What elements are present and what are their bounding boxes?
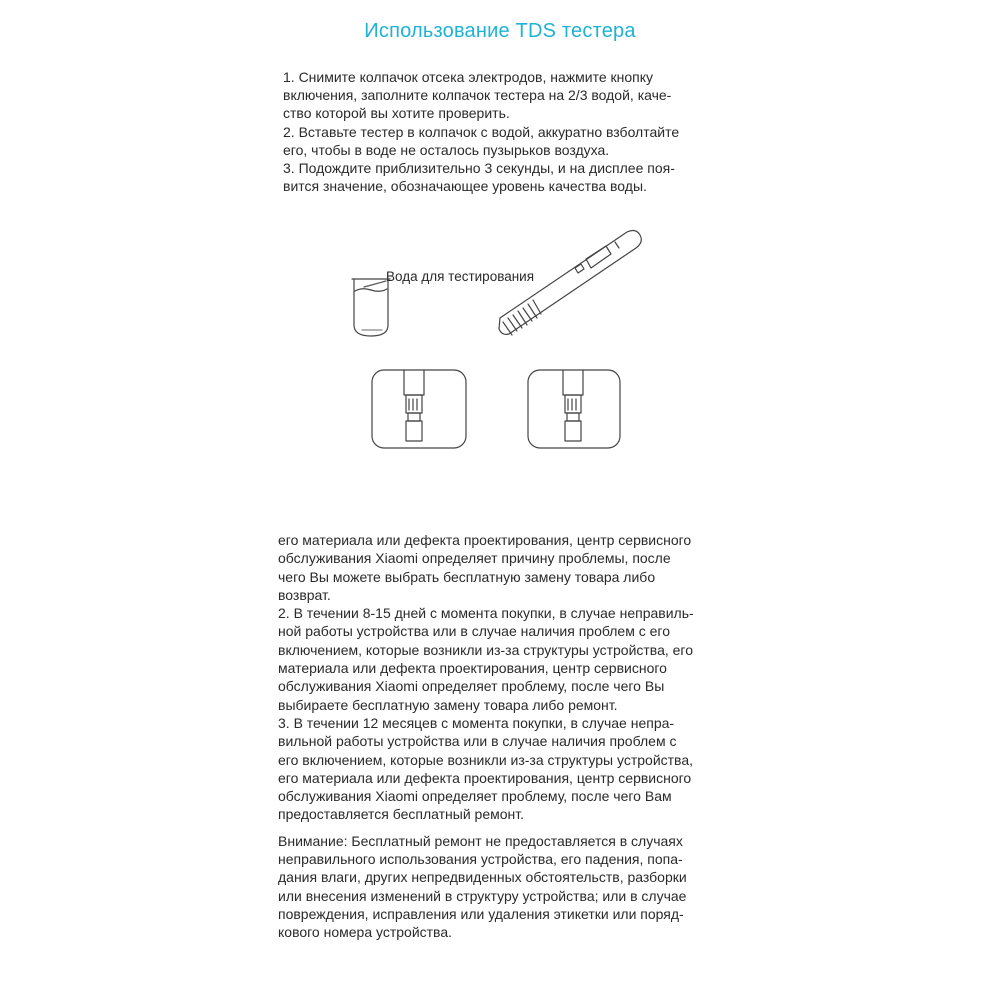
warranty-continuation: его материала или дефекта проектирования, центр сервисного обслуживания Xiaomi определяет причину проблемы, после чего Вы можете выбрать бесплатную замену товара либо возврат. [278,532,692,603]
water-cup-drawing [352,279,390,336]
tester-in-cup-inset-left [372,370,466,448]
tester-in-cup-inset-right [528,370,620,448]
water-cup-label: Вода для тестирования [386,269,535,284]
warranty-item-3: 3. В течении 12 месяцев с момента покупки, в случае непра- вильной работы устройства или в случае наличия проблем с его включением, которые возникли из-за структуры устройства, его материала или дефекта проектирования, центр сервисного обслуживания Xiaomi определяет проблему, после чего Вам предоставляется бесплатный ремонт. [278,714,694,823]
instruction-step-1: 1. Снимите колпачок отсека электродов, нажмите кнопку включения, заполните колпачок тестера на 2/3 водой, каче- ство которой вы хотите проверить. [283,69,672,122]
page-title: Использование TDS тестера [364,20,636,42]
instruction-step-2: 2. Вставьте тестер в колпачок с водой, аккуратно взболтайте его, чтобы в воде не осталось пузырьков воздуха. [283,123,680,158]
warranty-note: Внимание: Бесплатный ремонт не предоставляется в случаях неправильного использования устройства, его падения, попа- дания влаги, других непредвиденных обстоятельств, разборки или внесения изменений в структуру устройства; или в случае повреждения, исправления или удаления этикетки или поряд- кового номера устройства. [278,832,687,941]
instruction-step-3: 3. Подождите приблизительно 3 секунды, и на дисплее поя- вится значение, обозначающее уровень качества воды. [283,160,675,195]
warranty-item-2: 2. В течении 8-15 дней с момента покупки, в случае неправиль- ной работы устройства или в случае наличия проблем с его включением, которые возникли из-за структуры устройства, его материала или дефекта проектирования, центр сервисного обслуживания Xiaomi определяет проблему, после чего Вы выбираете бесплатную замену товара либо ремонт. [278,605,694,713]
warranty-block [278,531,728,942]
